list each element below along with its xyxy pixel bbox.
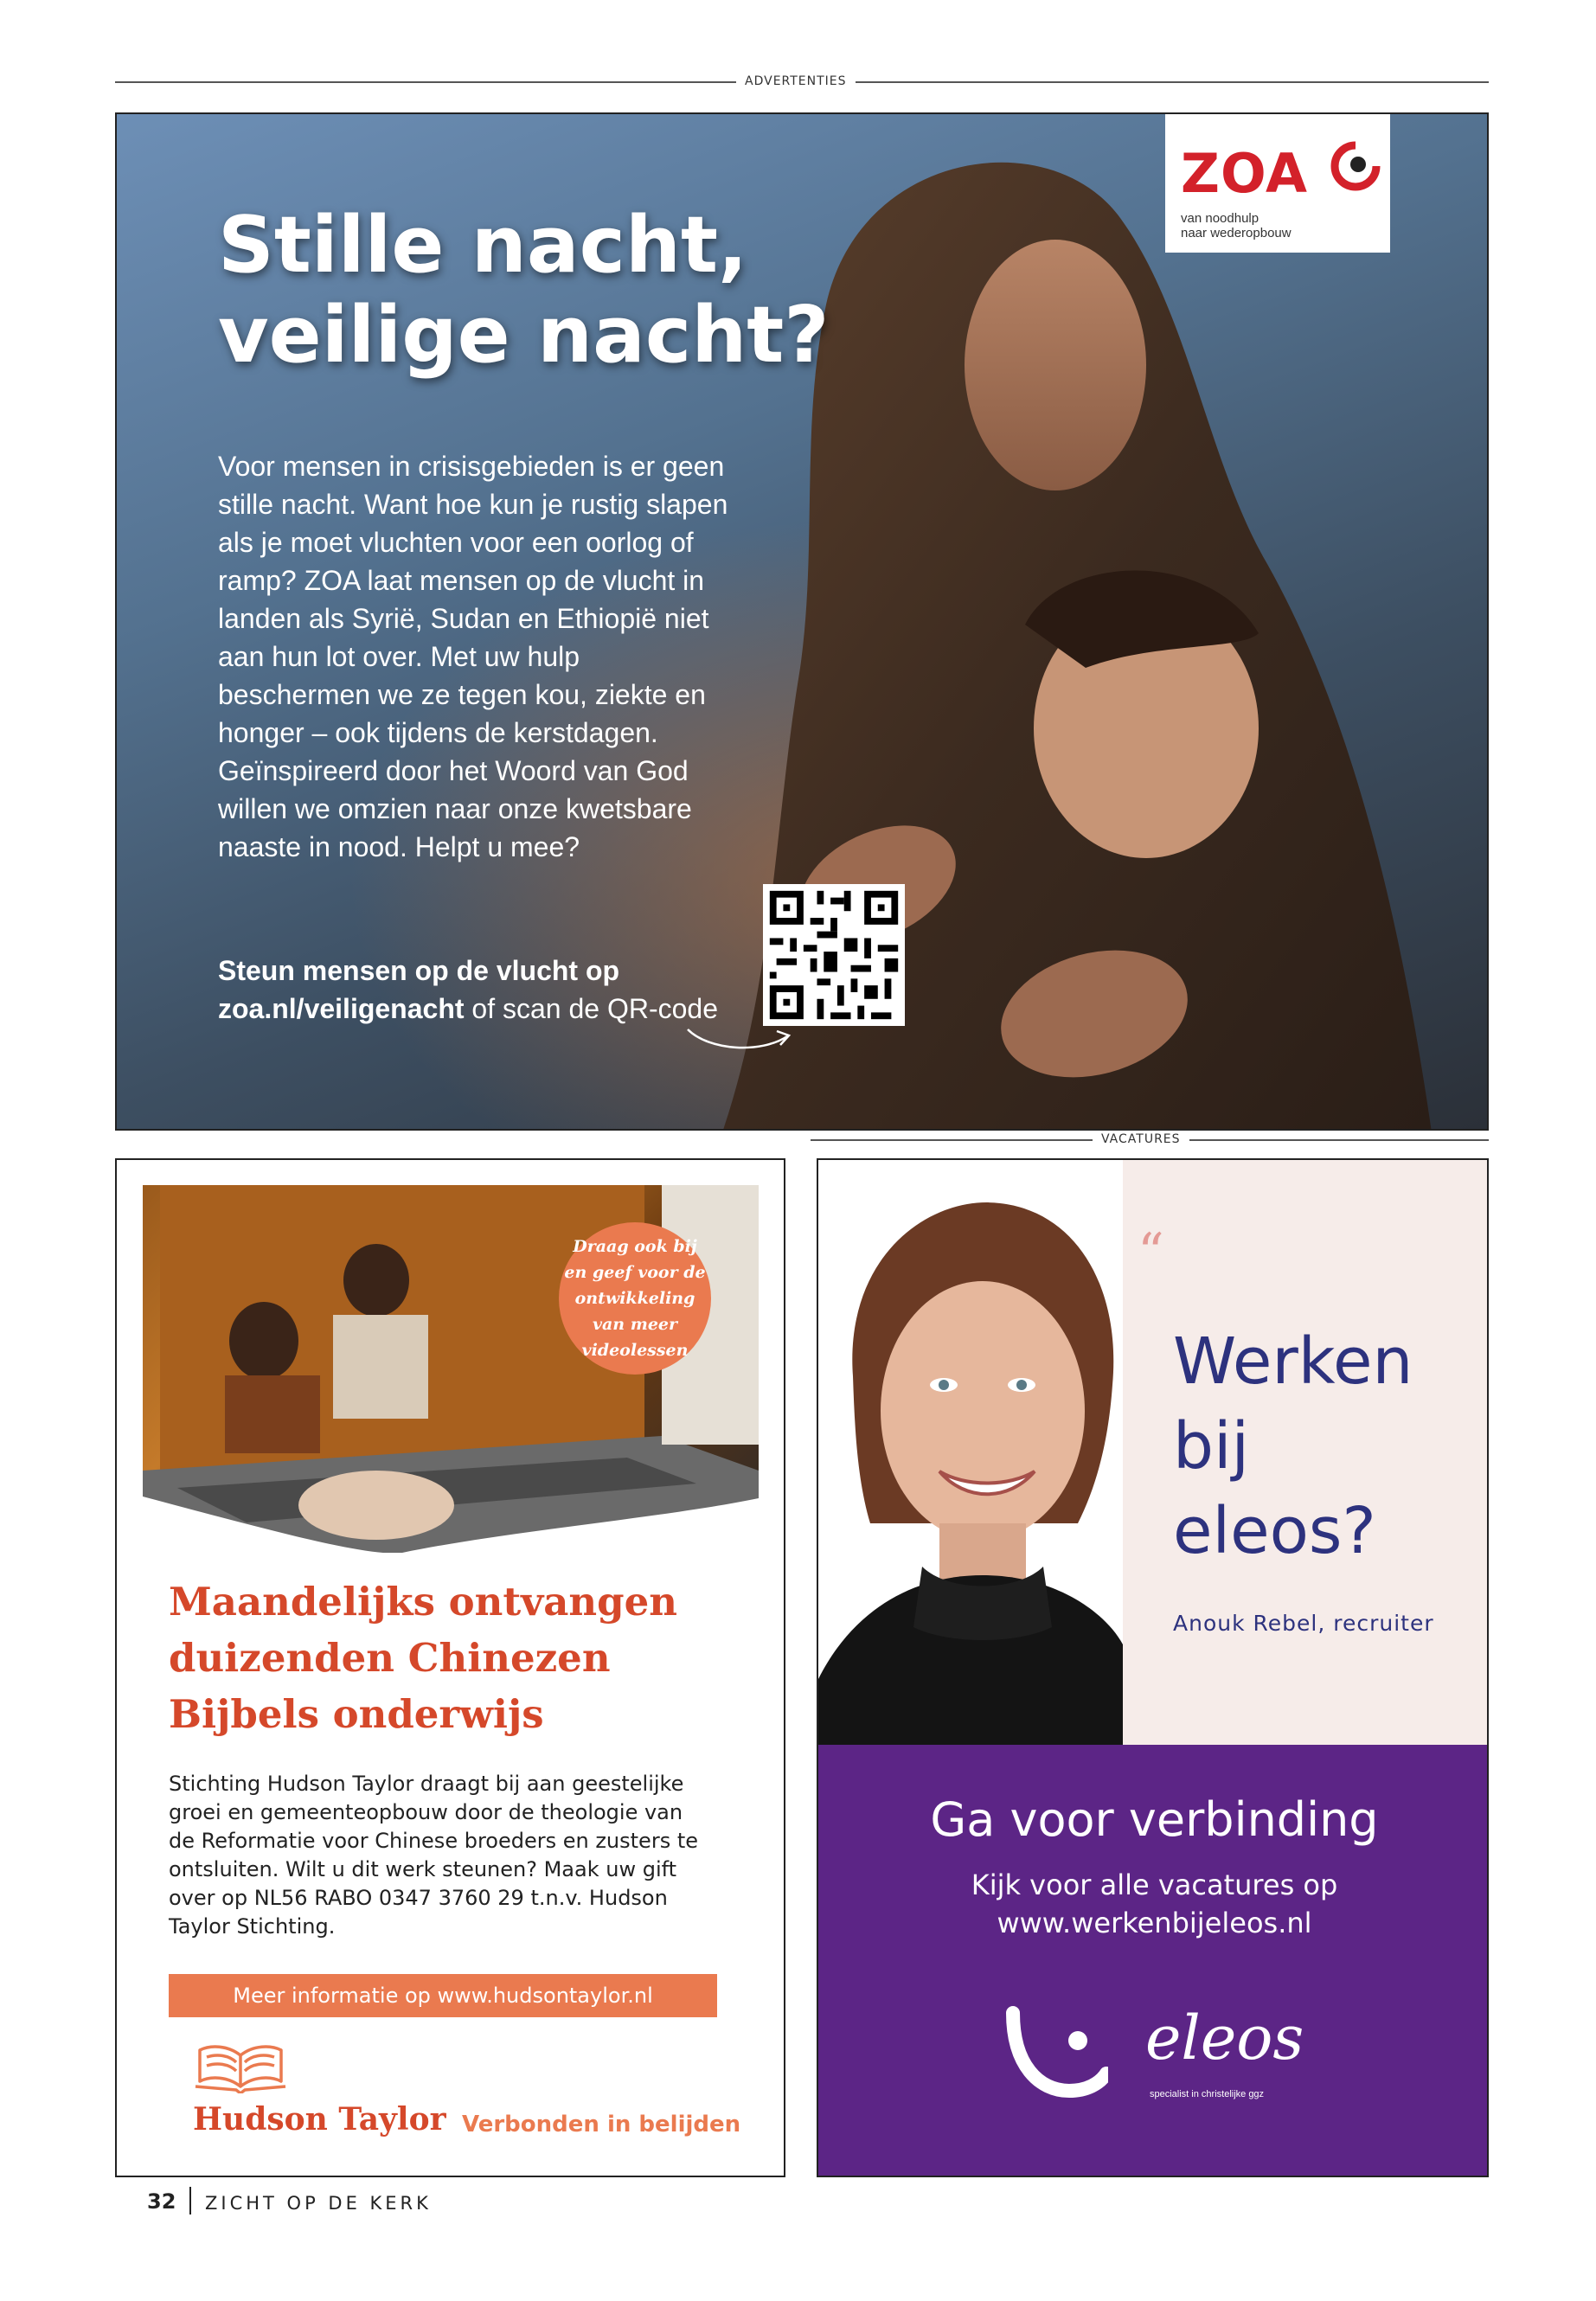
zoa-body-text: Voor mensen in crisisgebieden is er geen stille nacht. Want hoe kun je rustig slapen als je moet vluchten voor een oorlog of ramp? ZOA laat mensen op de vlucht in landen als Syrië, Sudan en Ethiopië niet aan hun lot over. Met uw hulp beschermen we ze tegen kou, ziekte en honger – ook tijdens de kerstdagen. Geïnspireerd door het Woord van God willen we omzien naar onze kwetsbare naaste in nood. Helpt u mee? — [218, 451, 728, 862]
zoa-qr-code[interactable] — [763, 884, 905, 1026]
eleos-advertisement — [817, 1158, 1489, 2177]
hudson-body-text: Stichting Hudson Taylor draagt bij aan geestelijke groei en gemeenteopbouw door de theologie van de Reformatie voor Chinese broeders en zusters te ontsluiten. Wilt u dit werk steunen? Maak uw gift over op NL56 RABO 0347 3760 29 t.n.v. Hudson Taylor Stichting. — [169, 1772, 698, 1939]
magazine-title: ZICHT OP DE KERK — [205, 2193, 432, 2214]
zoa-headline: Stille nacht, veilige nacht? — [218, 200, 830, 381]
footer-divider — [189, 2187, 191, 2214]
advertenties-label: ADVERTENTIES — [736, 74, 856, 88]
page-number: 32 — [147, 2189, 176, 2214]
zoa-url-link[interactable]: zoa.nl/veiligenacht — [218, 993, 465, 1024]
eleos-smile-icon — [1004, 2004, 1108, 2099]
curved-arrow-icon — [683, 1021, 796, 1055]
zoa-advertisement — [115, 112, 1489, 1131]
hudson-taylor-advertisement — [115, 1158, 785, 2177]
open-book-icon — [193, 2038, 288, 2093]
zoa-swirl-icon — [1330, 140, 1381, 192]
hudson-info-link[interactable]: Meer informatie op www.hudsontaylor.nl — [169, 1974, 717, 2017]
eleos-slogan: Ga voor verbinding — [930, 1792, 1379, 1847]
vacatures-label: VACATURES — [1093, 1132, 1189, 1146]
eleos-recruiter-name: Anouk Rebel, recruiter — [1173, 1611, 1434, 1636]
eleos-logo-subtitle: specialist in christelijke ggz — [1150, 2089, 1265, 2099]
zoa-logo-subtitle: van noodhulp naar wederopbouw — [1181, 211, 1292, 240]
eleos-url-link[interactable]: www.werkenbijeleos.nl — [997, 1907, 1312, 1939]
hudson-badge: Draag ook bij en geef voor de ontwikkeling van meer videolessen — [559, 1222, 711, 1375]
quote-mark-icon: “ — [1138, 1222, 1164, 1283]
zoa-logo-wordmark: ZOA — [1181, 142, 1308, 205]
eleos-purple-panel — [818, 1745, 1489, 2177]
eleos-vacatures-text: Kijk voor alle vacatures op www.werkenbijeleos.nl — [818, 1866, 1489, 1942]
hudson-logo-name: Hudson Taylor — [193, 2101, 446, 2138]
eleos-headline: Werken bij eleos? — [1173, 1324, 1413, 1568]
qr-code-icon — [763, 884, 905, 1026]
zoa-logo — [1165, 114, 1390, 253]
portrait-woman — [818, 1160, 1123, 1745]
hudson-tagline: Verbonden in belijden — [462, 2112, 741, 2138]
zoa-call-to-action: Steun mensen op de vlucht op zoa.nl/veiligenacht of scan de QR-code — [218, 955, 718, 1024]
eleos-logo-wordmark: eleos — [1145, 2003, 1304, 2073]
hudson-headline: Maandelijks ontvangen duizenden Chinezen Bijbels onderwijs — [169, 1579, 677, 1737]
eleos-recruiter-photo — [818, 1160, 1123, 1745]
